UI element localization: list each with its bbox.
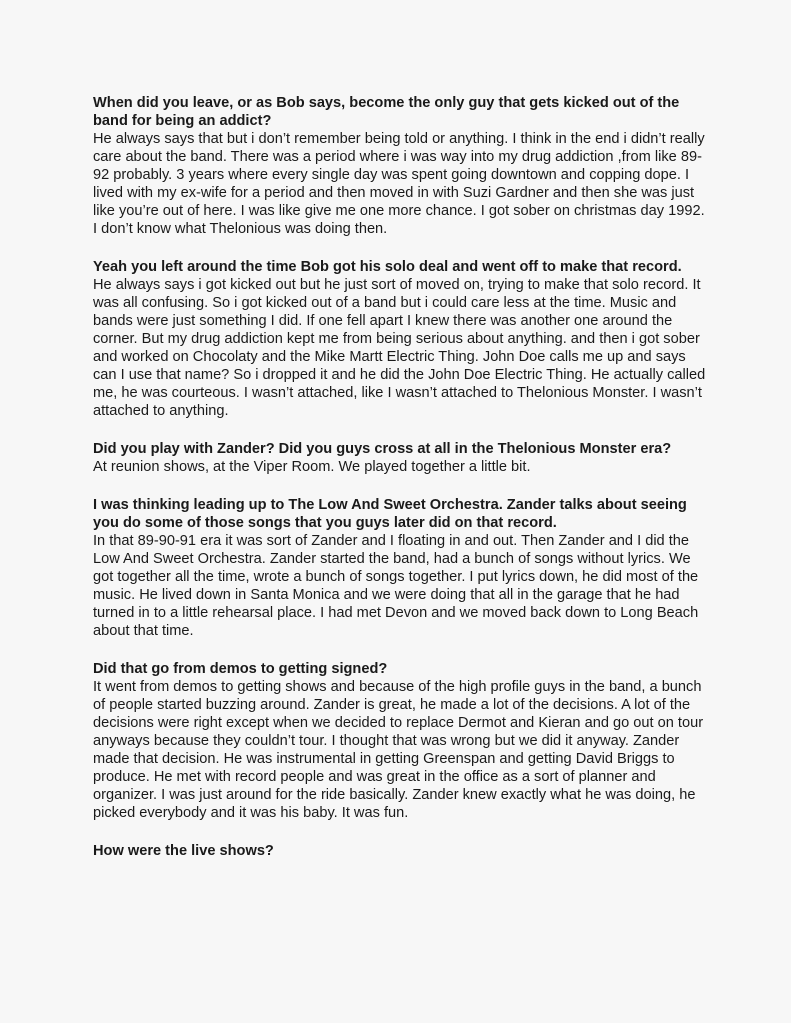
interview-question: I was thinking leading up to The Low And Sweet Orchestra. Zander talks about seeing you do some of those songs that you guys later did on that record.: [93, 497, 687, 531]
interview-question: Did you play with Zander? Did you guys cross at all in the Thelonious Monster era?: [93, 441, 672, 457]
interview-answer: He always says i got kicked out but he just sort of moved on, trying to make that solo record. It was all confusing. So i got kicked out of a band but i could care less at the time. Music and bands were just something I did. If one fell apart I knew there was another one around the corner. But my drug addiction kept me from being serious about anything. and then i got sober and worked on Chocolaty and the Mike Martt Electric Thing. John Doe calls me up and says can I use that name? So i dropped it and he did the John Doe Electric Thing. He actually called me, he was courteous. I wasn’t attached, like I wasn’t attached to Thelonious Monster. I wasn’t attached to anything.: [93, 277, 706, 419]
qa-block: [93, 440, 711, 476]
interview-answer: In that 89-90-91 era it was sort of Zander and I floating in and out. Then Zander and I did the Low And Sweet Orchestra. Zander started the band, had a bunch of songs without lyrics. We got together all the time, wrote a bunch of songs together. I put lyrics down, he did most of the music. He lived down in Santa Monica and we were doing that all in the garage that he had turned in to a little rehearsal place. I had met Devon and we moved back down to Long Beach about that time.: [93, 533, 699, 639]
interview-answer: He always says that but i don’t remember being told or anything. I think in the end i didn’t really care about the band. There was a period where i was way into my drug addiction ,from like 89-92 probably. 3 years where every single day was spent going downtown and copping dope. I lived with my ex-wife for a period and then moved in with Suzi Gardner and then she was just like you’re out of here. I was like give me one more chance. I got sober on christmas day 1992. I don’t know what Thelonious was doing then.: [93, 131, 705, 237]
qa-block: [93, 842, 711, 860]
interview-answer: It went from demos to getting shows and because of the high profile guys in the band, a bunch of people started buzzing around. Zander is great, he made a lot of the decisions. A lot of the decisions were right except when we decided to replace Dermot and Kieran and go out on tour anyways because they couldn’t tour. I thought that was wrong but we did it anyway. Zander made that decision. He was instrumental in getting Greenspan and getting David Briggs to produce. He met with record people and was great in the office as a sort of planner and organizer. I was just around for the ride basically. Zander knew exactly what he was doing, he picked everybody and it was his baby. It was fun.: [93, 679, 704, 821]
interview-question: Did that go from demos to getting signed?: [93, 661, 388, 677]
interview-question: Yeah you left around the time Bob got his solo deal and went off to make that record.: [93, 259, 682, 275]
qa-block: [93, 258, 711, 420]
qa-block: [93, 660, 711, 822]
interview-question: When did you leave, or as Bob says, become the only guy that gets kicked out of the band for being an addict?: [93, 95, 680, 129]
interview-answer: At reunion shows, at the Viper Room. We played together a little bit.: [93, 459, 531, 475]
qa-block: [93, 496, 711, 640]
interview-question: How were the live shows?: [93, 843, 274, 859]
qa-block: [93, 94, 711, 238]
